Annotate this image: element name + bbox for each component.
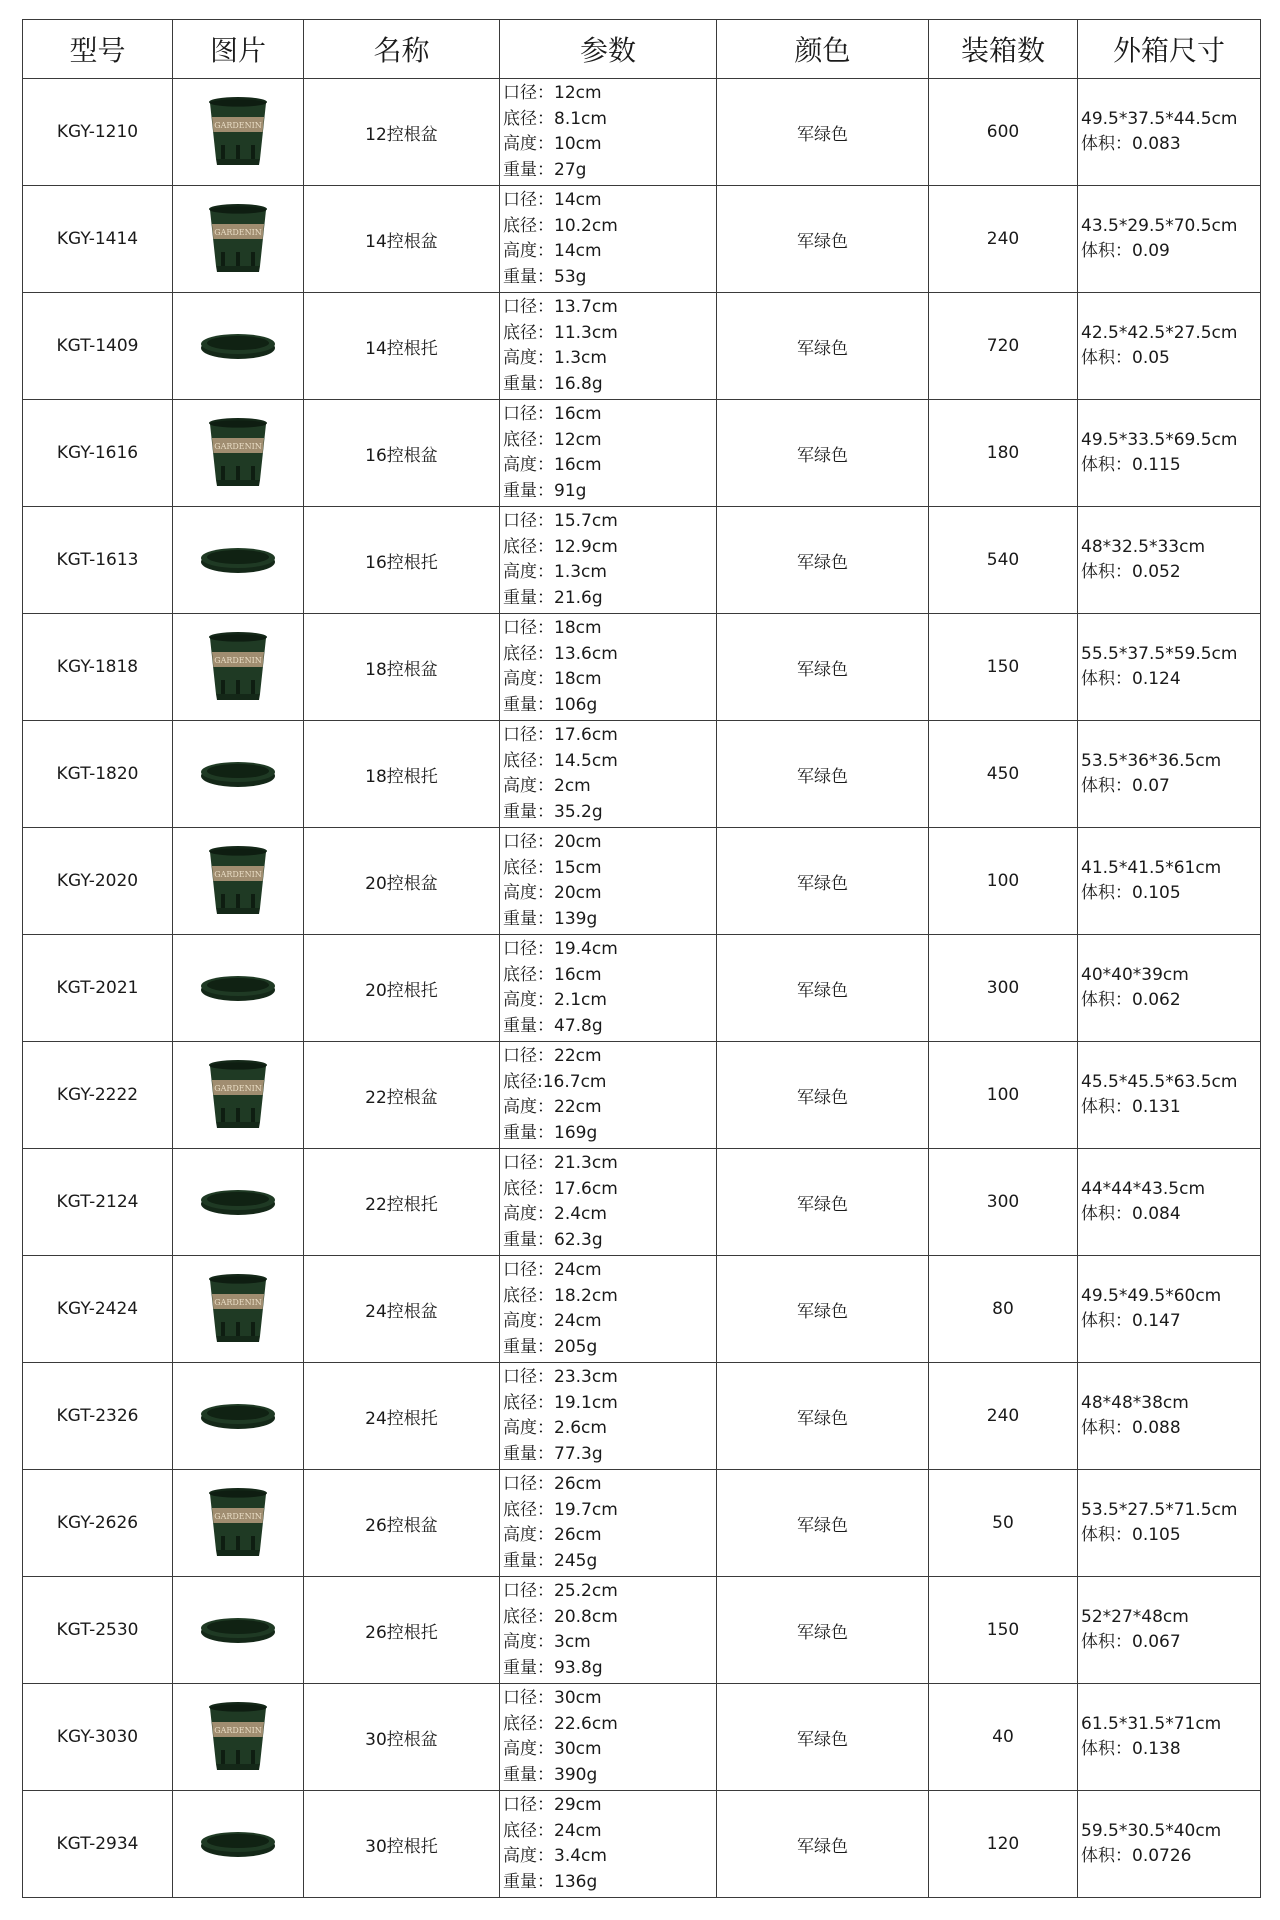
box-dimensions: 48*48*38cm — [1081, 1392, 1189, 1413]
param-line: 高度：16cm — [503, 455, 602, 475]
box-dimensions: 41.5*41.5*61cm — [1081, 857, 1222, 878]
box-volume: 体积：0.124 — [1081, 669, 1181, 689]
params-cell — [500, 293, 717, 400]
param-line: 底径：19.7cm — [503, 1499, 618, 1520]
header-picture: 图片 — [173, 20, 304, 79]
param-line: 高度：14cm — [503, 241, 602, 261]
picture-cell — [173, 507, 304, 614]
table-row — [23, 1042, 1261, 1149]
box-dimensions: 53.5*27.5*71.5cm — [1081, 1499, 1238, 1520]
header-box-size: 外箱尺寸 — [1078, 20, 1261, 79]
box-size-cell — [1078, 614, 1261, 721]
tray-icon — [198, 971, 278, 1005]
box-volume: 体积：0.083 — [1081, 134, 1181, 154]
box-dimensions: 40*40*39cm — [1081, 964, 1189, 985]
picture-cell — [173, 614, 304, 721]
param-line: 底径：8.1cm — [503, 108, 607, 129]
params-cell — [500, 1256, 717, 1363]
quantity-cell: 240 — [929, 1363, 1078, 1470]
box-size-cell — [1078, 1042, 1261, 1149]
box-size-cell — [1078, 79, 1261, 186]
color-cell: 军绿色 — [717, 293, 929, 400]
box-volume: 体积：0.07 — [1081, 776, 1170, 796]
table-row — [23, 400, 1261, 507]
quantity-cell: 180 — [929, 400, 1078, 507]
table-row — [23, 935, 1261, 1042]
params-cell — [500, 79, 717, 186]
model-cell: KGT-1613 — [23, 507, 173, 614]
param-line: 口径：22cm — [503, 1046, 602, 1066]
quantity-cell: 80 — [929, 1256, 1078, 1363]
box-volume: 体积：0.062 — [1081, 990, 1181, 1010]
param-line: 重量：91g — [503, 480, 587, 501]
box-dimensions: 44*44*43.5cm — [1081, 1178, 1206, 1199]
table-row — [23, 721, 1261, 828]
quantity-cell: 50 — [929, 1470, 1078, 1577]
pot-label: GARDENIN — [214, 1298, 262, 1307]
name-cell: 16控根托 — [304, 507, 500, 614]
param-line: 底径：16cm — [503, 964, 602, 985]
param-line: 高度：2.6cm — [503, 1418, 607, 1438]
box-volume: 体积：0.052 — [1081, 562, 1181, 582]
param-line: 高度：24cm — [503, 1311, 602, 1331]
header-row — [23, 20, 1261, 79]
quantity-cell: 450 — [929, 721, 1078, 828]
param-line: 高度：2.1cm — [503, 990, 607, 1010]
table-row — [23, 1684, 1261, 1791]
model-cell: KGT-2021 — [23, 935, 173, 1042]
model-cell: KGY-2626 — [23, 1470, 173, 1577]
param-line: 底径：17.6cm — [503, 1178, 618, 1199]
picture-cell — [173, 186, 304, 293]
param-line: 重量：136g — [503, 1871, 598, 1892]
picture-cell — [173, 1149, 304, 1256]
name-cell: 20控根托 — [304, 935, 500, 1042]
param-line: 口径：29cm — [503, 1795, 602, 1815]
color-cell: 军绿色 — [717, 1684, 929, 1791]
param-line: 高度：10cm — [503, 134, 602, 154]
name-cell: 26控根托 — [304, 1577, 500, 1684]
param-line: 口径：16cm — [503, 404, 602, 424]
model-cell: KGT-2530 — [23, 1577, 173, 1684]
header-model: 型号 — [23, 20, 173, 79]
model-cell: KGY-1210 — [23, 79, 173, 186]
quantity-cell: 300 — [929, 1149, 1078, 1256]
param-line: 重量：21.6g — [503, 587, 603, 608]
quantity-cell: 720 — [929, 293, 1078, 400]
param-line: 口径：24cm — [503, 1260, 602, 1280]
param-line: 口径：25.2cm — [503, 1581, 618, 1601]
params-cell — [500, 1470, 717, 1577]
model-cell: KGY-1818 — [23, 614, 173, 721]
model-cell: KGT-1409 — [23, 293, 173, 400]
name-cell: 12控根盆 — [304, 79, 500, 186]
color-cell: 军绿色 — [717, 935, 929, 1042]
box-volume: 体积：0.138 — [1081, 1739, 1181, 1759]
pot-label: GARDENIN — [214, 1726, 262, 1735]
quantity-cell: 540 — [929, 507, 1078, 614]
picture-cell — [173, 1577, 304, 1684]
param-line: 重量：77.3g — [503, 1443, 603, 1464]
params-cell — [500, 507, 717, 614]
param-line: 高度：1.3cm — [503, 562, 607, 582]
param-line: 高度：3cm — [503, 1632, 591, 1652]
param-line: 口径：18cm — [503, 618, 602, 638]
box-dimensions: 55.5*37.5*59.5cm — [1081, 643, 1238, 664]
quantity-cell: 100 — [929, 1042, 1078, 1149]
param-line: 高度：3.4cm — [503, 1846, 607, 1866]
param-line: 口径：23.3cm — [503, 1367, 618, 1387]
param-line: 重量：16.8g — [503, 373, 603, 394]
pot-icon — [206, 416, 270, 490]
param-line: 高度：22cm — [503, 1097, 602, 1117]
color-cell: 军绿色 — [717, 186, 929, 293]
box-dimensions: 48*32.5*33cm — [1081, 536, 1206, 557]
name-cell: 16控根盆 — [304, 400, 500, 507]
param-line: 底径：12.9cm — [503, 536, 618, 557]
param-line: 口径：20cm — [503, 832, 602, 852]
picture-cell — [173, 79, 304, 186]
box-dimensions: 53.5*36*36.5cm — [1081, 750, 1222, 771]
quantity-cell: 150 — [929, 1577, 1078, 1684]
tray-icon — [198, 329, 278, 363]
pot-icon — [206, 202, 270, 276]
param-line: 高度：1.3cm — [503, 348, 607, 368]
name-cell: 22控根盆 — [304, 1042, 500, 1149]
color-cell: 军绿色 — [717, 1363, 929, 1470]
param-line: 重量：205g — [503, 1336, 598, 1357]
params-cell — [500, 1791, 717, 1898]
box-volume: 体积：0.09 — [1081, 241, 1170, 261]
table-row — [23, 1577, 1261, 1684]
name-cell: 18控根托 — [304, 721, 500, 828]
box-size-cell — [1078, 1149, 1261, 1256]
name-cell: 26控根盆 — [304, 1470, 500, 1577]
color-cell: 军绿色 — [717, 721, 929, 828]
box-size-cell — [1078, 1684, 1261, 1791]
table-row — [23, 1363, 1261, 1470]
name-cell: 22控根托 — [304, 1149, 500, 1256]
box-volume: 体积：0.105 — [1081, 883, 1181, 903]
param-line: 口径：21.3cm — [503, 1153, 618, 1173]
params-cell — [500, 721, 717, 828]
name-cell: 24控根托 — [304, 1363, 500, 1470]
pot-label: GARDENIN — [214, 870, 262, 879]
box-dimensions: 42.5*42.5*27.5cm — [1081, 322, 1238, 343]
color-cell: 军绿色 — [717, 507, 929, 614]
param-line: 高度：2cm — [503, 776, 591, 796]
box-size-cell — [1078, 1577, 1261, 1684]
box-volume: 体积：0.084 — [1081, 1204, 1181, 1224]
param-line: 口径：13.7cm — [503, 297, 618, 317]
param-line: 底径：14.5cm — [503, 750, 618, 771]
params-cell — [500, 1149, 717, 1256]
table-row — [23, 614, 1261, 721]
params-cell — [500, 935, 717, 1042]
picture-cell — [173, 400, 304, 507]
quantity-cell: 600 — [929, 79, 1078, 186]
param-line: 口径：19.4cm — [503, 939, 618, 959]
params-cell — [500, 1363, 717, 1470]
params-cell — [500, 1577, 717, 1684]
box-size-cell — [1078, 186, 1261, 293]
model-cell: KGT-1820 — [23, 721, 173, 828]
pot-label: GARDENIN — [214, 121, 262, 130]
quantity-cell: 40 — [929, 1684, 1078, 1791]
box-volume: 体积：0.05 — [1081, 348, 1170, 368]
box-volume: 体积：0.147 — [1081, 1311, 1181, 1331]
box-size-cell — [1078, 1791, 1261, 1898]
param-line: 底径：24cm — [503, 1820, 602, 1841]
param-line: 底径：22.6cm — [503, 1713, 618, 1734]
name-cell: 20控根盆 — [304, 828, 500, 935]
box-size-cell — [1078, 1256, 1261, 1363]
params-cell — [500, 828, 717, 935]
color-cell: 军绿色 — [717, 1791, 929, 1898]
pot-icon — [206, 95, 270, 169]
tray-icon — [198, 543, 278, 577]
box-dimensions: 43.5*29.5*70.5cm — [1081, 215, 1238, 236]
box-size-cell — [1078, 507, 1261, 614]
table-row — [23, 293, 1261, 400]
model-cell: KGT-2124 — [23, 1149, 173, 1256]
color-cell: 军绿色 — [717, 828, 929, 935]
param-line: 重量：35.2g — [503, 801, 603, 822]
pot-icon — [206, 1058, 270, 1132]
box-size-cell — [1078, 935, 1261, 1042]
params-cell — [500, 614, 717, 721]
param-line: 重量：27g — [503, 159, 587, 180]
name-cell: 14控根盆 — [304, 186, 500, 293]
param-line: 口径：26cm — [503, 1474, 602, 1494]
tray-icon — [198, 1185, 278, 1219]
pot-icon — [206, 844, 270, 918]
param-line: 重量：390g — [503, 1764, 598, 1785]
table-row — [23, 1149, 1261, 1256]
param-line: 重量：53g — [503, 266, 587, 287]
box-size-cell — [1078, 1470, 1261, 1577]
header-quantity: 装箱数 — [929, 20, 1078, 79]
box-dimensions: 59.5*30.5*40cm — [1081, 1820, 1222, 1841]
table-row — [23, 828, 1261, 935]
box-dimensions: 49.5*37.5*44.5cm — [1081, 108, 1238, 129]
param-line: 重量：47.8g — [503, 1015, 603, 1036]
picture-cell — [173, 1791, 304, 1898]
quantity-cell: 100 — [929, 828, 1078, 935]
table-row — [23, 507, 1261, 614]
quantity-cell: 240 — [929, 186, 1078, 293]
box-volume: 体积：0.067 — [1081, 1632, 1181, 1652]
box-size-cell — [1078, 1363, 1261, 1470]
color-cell: 军绿色 — [717, 79, 929, 186]
tray-icon — [198, 1399, 278, 1433]
name-cell: 14控根托 — [304, 293, 500, 400]
color-cell: 军绿色 — [717, 400, 929, 507]
pot-icon — [206, 1486, 270, 1560]
header-name: 名称 — [304, 20, 500, 79]
box-size-cell — [1078, 293, 1261, 400]
param-line: 高度：20cm — [503, 883, 602, 903]
picture-cell — [173, 1363, 304, 1470]
color-cell: 军绿色 — [717, 1577, 929, 1684]
tray-icon — [198, 1613, 278, 1647]
param-line: 高度：30cm — [503, 1739, 602, 1759]
name-cell: 30控根托 — [304, 1791, 500, 1898]
picture-cell — [173, 935, 304, 1042]
param-line: 底径：19.1cm — [503, 1392, 618, 1413]
model-cell: KGT-2326 — [23, 1363, 173, 1470]
pot-icon — [206, 1272, 270, 1346]
param-line: 底径：12cm — [503, 429, 602, 450]
name-cell: 24控根盆 — [304, 1256, 500, 1363]
model-cell: KGY-2222 — [23, 1042, 173, 1149]
box-dimensions: 61.5*31.5*71cm — [1081, 1713, 1222, 1734]
box-volume: 体积：0.105 — [1081, 1525, 1181, 1545]
quantity-cell: 150 — [929, 614, 1078, 721]
param-line: 重量：169g — [503, 1122, 598, 1143]
params-cell — [500, 1684, 717, 1791]
param-line: 口径：12cm — [503, 83, 602, 103]
box-volume: 体积：0.131 — [1081, 1097, 1181, 1117]
box-volume: 体积：0.115 — [1081, 455, 1181, 475]
box-size-cell — [1078, 400, 1261, 507]
box-dimensions: 52*27*48cm — [1081, 1606, 1189, 1627]
param-line: 重量：139g — [503, 908, 598, 929]
param-line: 底径：20.8cm — [503, 1606, 618, 1627]
picture-cell — [173, 721, 304, 828]
pot-label: GARDENIN — [214, 1084, 262, 1093]
color-cell: 军绿色 — [717, 614, 929, 721]
pot-label: GARDENIN — [214, 442, 262, 451]
params-cell — [500, 1042, 717, 1149]
param-line: 口径：17.6cm — [503, 725, 618, 745]
param-line: 底径：11.3cm — [503, 322, 618, 343]
box-size-cell — [1078, 828, 1261, 935]
color-cell: 军绿色 — [717, 1470, 929, 1577]
box-volume: 体积：0.088 — [1081, 1418, 1181, 1438]
box-dimensions: 49.5*49.5*60cm — [1081, 1285, 1222, 1306]
picture-cell — [173, 293, 304, 400]
table-row — [23, 1256, 1261, 1363]
param-line: 底径：15cm — [503, 857, 602, 878]
pot-label: GARDENIN — [214, 656, 262, 665]
header-params: 参数 — [500, 20, 717, 79]
picture-cell — [173, 1684, 304, 1791]
param-line: 高度：26cm — [503, 1525, 602, 1545]
color-cell: 军绿色 — [717, 1042, 929, 1149]
param-line: 高度：18cm — [503, 669, 602, 689]
name-cell: 18控根盆 — [304, 614, 500, 721]
table-row — [23, 79, 1261, 186]
picture-cell — [173, 1042, 304, 1149]
params-cell — [500, 186, 717, 293]
pot-label: GARDENIN — [214, 1512, 262, 1521]
tray-icon — [198, 757, 278, 791]
model-cell: KGT-2934 — [23, 1791, 173, 1898]
quantity-cell: 120 — [929, 1791, 1078, 1898]
param-line: 底径：18.2cm — [503, 1285, 618, 1306]
picture-cell — [173, 828, 304, 935]
box-dimensions: 45.5*45.5*63.5cm — [1081, 1071, 1238, 1092]
picture-cell — [173, 1256, 304, 1363]
table-row — [23, 186, 1261, 293]
table-row — [23, 1470, 1261, 1577]
name-cell: 30控根盆 — [304, 1684, 500, 1791]
box-size-cell — [1078, 721, 1261, 828]
param-line: 重量：93.8g — [503, 1657, 603, 1678]
params-cell — [500, 400, 717, 507]
box-volume: 体积：0.0726 — [1081, 1846, 1192, 1866]
picture-cell — [173, 1470, 304, 1577]
pot-icon — [206, 1700, 270, 1774]
product-spec-table — [22, 19, 1261, 1898]
box-dimensions: 49.5*33.5*69.5cm — [1081, 429, 1238, 450]
tray-icon — [198, 1827, 278, 1861]
param-line: 口径：15.7cm — [503, 511, 618, 531]
pot-label: GARDENIN — [214, 228, 262, 237]
color-cell: 军绿色 — [717, 1256, 929, 1363]
header-color: 颜色 — [717, 20, 929, 79]
param-line: 高度：2.4cm — [503, 1204, 607, 1224]
param-line: 底径：10.2cm — [503, 215, 618, 236]
model-cell: KGY-1414 — [23, 186, 173, 293]
quantity-cell: 300 — [929, 935, 1078, 1042]
model-cell: KGY-2020 — [23, 828, 173, 935]
table-row — [23, 1791, 1261, 1898]
color-cell: 军绿色 — [717, 1149, 929, 1256]
model-cell: KGY-1616 — [23, 400, 173, 507]
pot-icon — [206, 630, 270, 704]
param-line: 底径：13.6cm — [503, 643, 618, 664]
model-cell: KGY-3030 — [23, 1684, 173, 1791]
param-line: 口径：14cm — [503, 190, 602, 210]
param-line: 重量：106g — [503, 694, 598, 715]
param-line: 口径：30cm — [503, 1688, 602, 1708]
param-line: 重量：245g — [503, 1550, 598, 1571]
param-line: 底径:16.7cm — [503, 1071, 607, 1092]
param-line: 重量：62.3g — [503, 1229, 603, 1250]
model-cell: KGY-2424 — [23, 1256, 173, 1363]
